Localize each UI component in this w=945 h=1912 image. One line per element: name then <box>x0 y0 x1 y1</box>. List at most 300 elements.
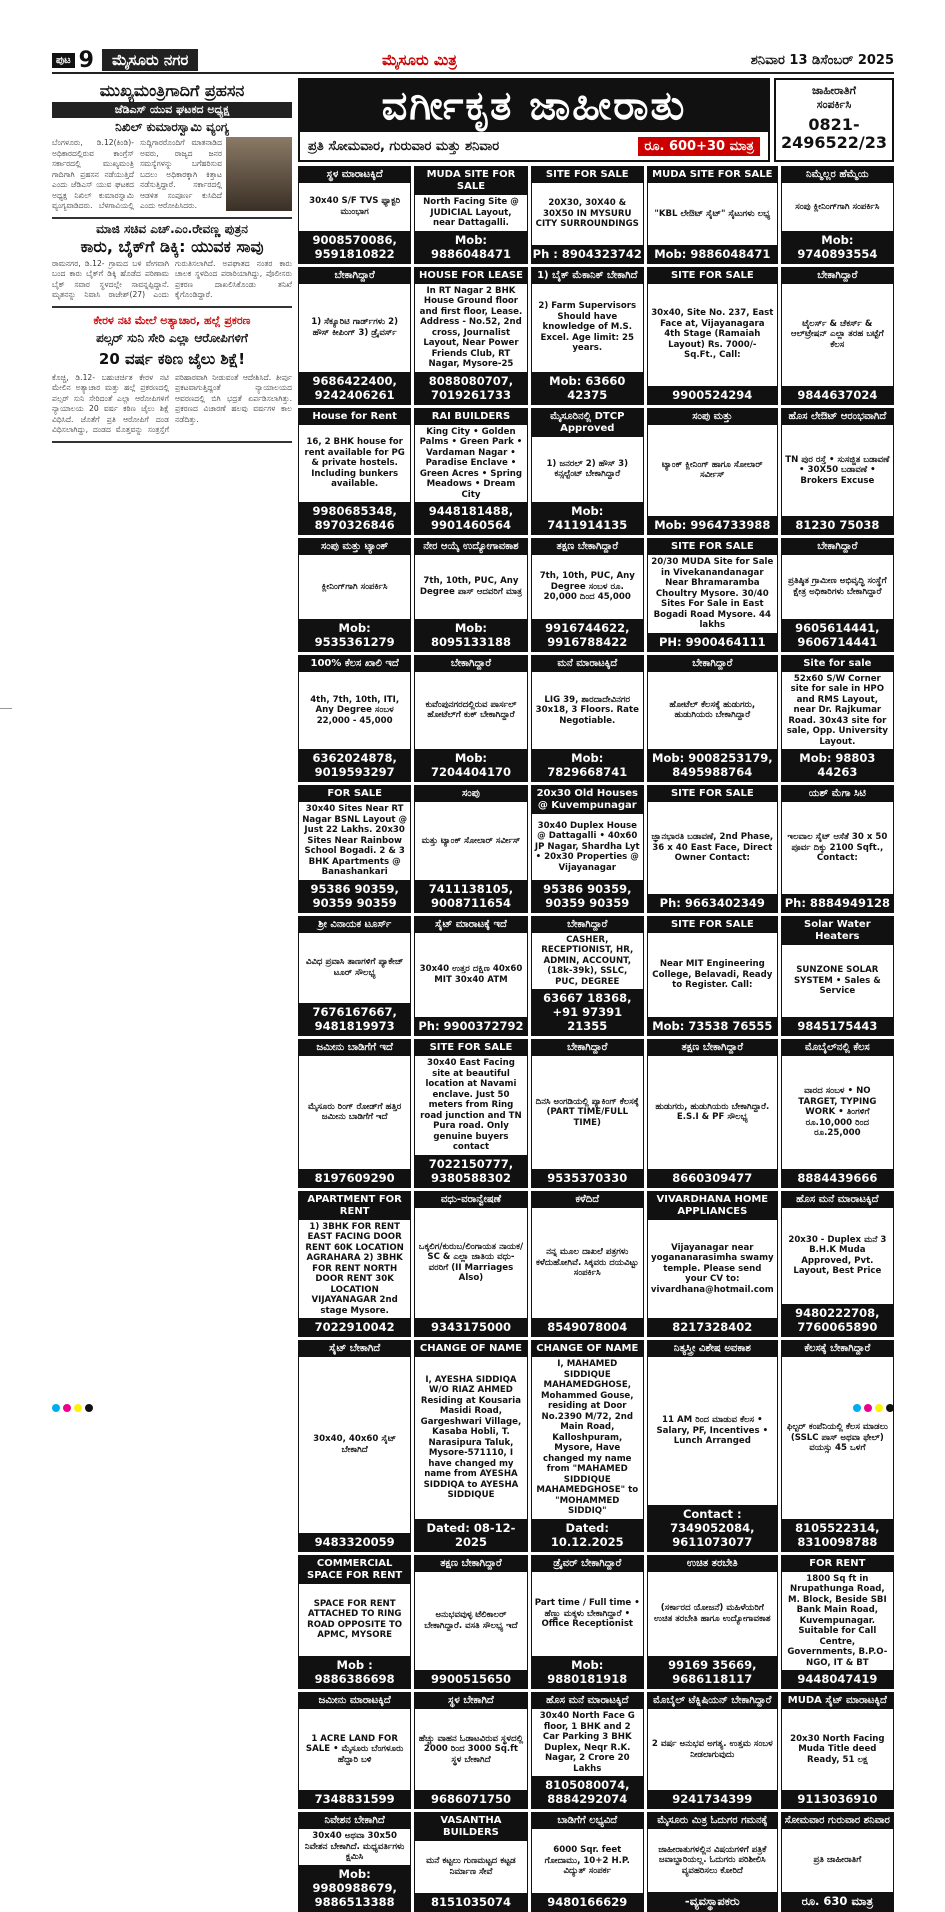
ad-heading: ನಿವೇಶನ ಬೇಕಾಗಿದೆ <box>299 1813 410 1829</box>
classified-ad <box>414 785 527 913</box>
ad-heading: ಸ್ಥಳ ಮಾರಾಟಕ್ಕಿದೆ <box>299 167 410 183</box>
classified-ad <box>781 1692 894 1809</box>
ad-phone: Mob: 9964733988 <box>648 516 777 534</box>
ad-phone: 95386 90359, 90359 90359 <box>299 880 410 912</box>
ad-body: 7th, 10th, PUC, Any Degree ಪಾಸ್ ಆದವರಿಗೆ ಮಾತ್ರ <box>419 576 523 597</box>
ad-body: ಮತ್ತು ಟ್ಯಾಂಕ್ ಸೋಲಾರ್ ಸರ್ವೀಸ್ <box>421 835 521 846</box>
ad-heading: ಹೊಸ ಮನೆ ಮಾರಾಟಕ್ಕಿದೆ <box>782 1192 893 1208</box>
ad-body: ಕುವೆಂಪುನಗರದಲ್ಲಿರುವ ಪಾರ್ಸಲ್ ಹೋಟೆಲ್‌ಗೆ ಕುಕ್ ಬೇಕಾಗಿದ್ದಾರೆ <box>425 699 517 721</box>
ad-phone: Mob: 7411914135 <box>532 502 643 534</box>
ad-body: Vijayanagar near yogananarasimha swamy temple. Please send your CV to: vivardhana@hotmail.com <box>650 1242 774 1295</box>
ad-body: 2) Farm Supervisors Should have knowledge of M.S. Excel. Age limit: 25 years. <box>538 301 637 354</box>
classified-ad <box>531 1692 644 1809</box>
classified-ad <box>298 1692 411 1809</box>
classified-ad <box>414 655 527 783</box>
story-headline: ಮುಖ್ಯಮಂತ್ರಿಗಾದಿಗೆ ಪ್ರಹಸನ <box>99 81 245 100</box>
classified-ad <box>298 1812 411 1912</box>
ad-phone: 7411138105, 9008711654 <box>415 880 526 912</box>
ad-phone: Mob: 7204404170 <box>415 749 526 781</box>
ad-phone: 9483320059 <box>299 1533 410 1551</box>
story-body: ಕೊಚ್ಚಿ, ಡಿ.12- ಬಹುಚರ್ಚಿತ ಕೇರಳ ನಟಿ ಮೇಲಿನ ಅತ್ಯಾಚಾರ ಮತ್ತು ಹಲ್ಲೆ ಪ್ರಕರಣದಲ್ಲಿ ಪಲ್ಸರ್ ಸುನಿ ಸೇರಿದಂತೆ ಎಲ್ಲಾ ಆರೋಪಿಗಳಿಗೆ ನ್ಯಾಯಾಲಯ 20 ವರ್ಷ ಕಠಿಣ ಜೈಲು ಶಿಕ್ಷೆ ವಿಧಿಸಿದೆ. ಜೊತೆಗೆ ಪ್ರತಿ ಆರೋಪಿಗೆ ದಂಡ ವಿಧಿಸಲಾಗಿದ್ದು, ದಂಡದ ಮೊತ್ತವನ್ನು ಸಂತ್ರಸ್ತೆಗೆ ಪರಿಹಾರವಾಗಿ ನೀಡುವಂತೆ ಆದೇಶಿಸಿದೆ. ತೀರ್ಪು ಪ್ರಕಟವಾಗುತ್ತಿದ್ದಂತೆ ನ್ಯಾಯಾಲಯದ ಆವರಣದಲ್ಲಿ ಬಿಗಿ ಭದ್ರತೆ ಏರ್ಪಡಿಸಲಾಗಿತ್ತು. ಪ್ರಕರಣದ ವಿಚಾರಣೆ ಹಲವು ವರ್ಷಗಳ ಕಾಲ ನಡೆದಿತ್ತು. <box>52 372 292 434</box>
contact-line-2: ಸಂಪರ್ಕಿಸಿ <box>816 98 852 111</box>
ad-phone: Mob: 9740893554 <box>782 231 893 263</box>
ad-phone: Mob: 98803 44263 <box>782 749 893 781</box>
ad-phone: 8884439666 <box>782 1169 893 1187</box>
classified-ad <box>298 916 411 1037</box>
classified-ad <box>531 408 644 536</box>
ad-heading: SITE FOR SALE <box>532 167 643 183</box>
ad-phone: 8088080707, 7019261733 <box>415 372 526 404</box>
ad-phone: Mob: 9535361279 <box>299 619 410 651</box>
ad-contact-box <box>774 78 894 162</box>
story-body: ಬೆಂಗಳೂರು, ಡಿ.12(ಕಿಂಡಿ)- ಅಧಿಕಾರದಲ್ಲಿರುವ ಕಾಂಗ್ರೆಸ್ ಸರ್ಕಾರದಲ್ಲಿ ಮುಖ್ಯಮಂತ್ರಿ ಗಾದಿಗಾಗಿ ಪ್ರಹಸನ ನಡೆಯುತ್ತಿದೆ ಎಂದು ಜೆಡಿಎಸ್ ಯುವ ಘಟಕದ ಅಧ್ಯಕ್ಷ ನಿಖಿಲ್ ಕುಮಾರಸ್ವಾಮಿ ವ್ಯಂಗ್ಯವಾಡಿದರು. ಬೆಳಗಾವಿಯಲ್ಲಿ ಸುದ್ದಿಗಾರರೊಂದಿಗೆ ಮಾತನಾಡಿದ ಅವರು, ರಾಜ್ಯದ ಜನರ ಸಮಸ್ಯೆಗಳನ್ನು ಬಗೆಹರಿಸುವ ಬದಲು ಅಧಿಕಾರಕ್ಕಾಗಿ ಕಿತ್ತಾಟ ನಡೆಸುತ್ತಿದ್ದಾರೆ. ಸರ್ಕಾರದಲ್ಲಿ ಆಡಳಿತ ಸಂಪೂರ್ಣ ಕುಸಿದಿದೆ ಎಂದು ಆರೋಪಿಸಿದರು. <box>52 138 222 210</box>
ad-body: SUNZONE SOLAR SYSTEM • Sales & Service <box>793 965 881 996</box>
ad-heading: ಬೇಕಾಗಿದ್ದಾರೆ <box>299 268 410 284</box>
ad-phone: 8105522314, 8310098788 <box>782 1519 893 1551</box>
story-subhead: ಕಾರು, ಬೈಕ್‌ಗೆ ಡಿಕ್ಕಿ: ಯುವಕ ಸಾವು <box>80 236 264 256</box>
ad-body: 30x40 North Face G floor, 1 BHK and 2 Car Parking 3 BHK Duplex, Neqr R.K. Nagar, 2 Crore 20 Lakhs <box>539 1711 635 1774</box>
ad-phone: 8549078004 <box>532 1318 643 1336</box>
classified-ad <box>531 1555 644 1690</box>
classified-ad <box>531 916 644 1037</box>
ad-body: ನನ್ನ ಮೂಲ ದಾಖಲೆ ಪತ್ರಗಳು ಕಳೆದುಹೋಗಿವೆ. ಸಿಕ್ಕವರು ದಯವಿಟ್ಟು ಸಂಪರ್ಕಿಸಿ <box>535 1247 639 1278</box>
classified-ad <box>531 1039 644 1188</box>
ad-body: 30x40 ಉತ್ತರ ದಕ್ಷಿಣ 40x60 MIT 30x40 ATM <box>419 964 523 985</box>
story-verdict <box>52 308 292 443</box>
classified-ad <box>647 916 778 1037</box>
crop-mark <box>0 708 12 709</box>
classified-ad <box>298 408 411 536</box>
ad-body: 52x60 S/W Corner site for sale in HPO and RMS Layout, near Dr. Rajkumar Road. 30x43 site for sale, Opp. University Layout. <box>786 673 888 747</box>
ad-body: (ಸರ್ಕಾರದ ಯೋಜನೆ) ಮಹಿಳೆಯರಿಗೆ ಉಚಿತ ತರಬೇತಿ ಹಾಗೂ ಉದ್ಯೋಗಾವಕಾಶ <box>654 1603 771 1624</box>
ad-phone: 9916744622, 9916788422 <box>532 619 643 651</box>
ad-heading: MUDA SITE FOR SALE <box>648 167 777 183</box>
ad-phone: Mob: 9886048471 <box>648 245 777 263</box>
story-subhead: ನಿಖಿಲ್ ಕುಮಾರಸ್ವಾಮಿ ವ್ಯಂಗ್ಯ <box>115 120 229 134</box>
ad-body: ಹುಡುಗರು, ಹುಡುಗಿಯರು ಬೇಕಾಗಿದ್ದಾರೆ. E.S.I & PF ಸೌಲಭ್ಯ <box>655 1101 770 1123</box>
black-dot <box>886 1404 894 1412</box>
ad-phone: Mob: 9008253179, 8495988764 <box>648 749 777 781</box>
ad-body: Near MIT Engineering College, Belavadi, Ready to Register. Call: <box>652 959 773 990</box>
ad-body: 30x40 ಅಥವಾ 30x50 ನಿವೇಶನ ಬೇಕಾಗಿದೆ. ಮಧ್ಯವರ್ತಿಗಳು ಕ್ಷಮಿಸಿ <box>304 1831 405 1862</box>
ad-body: ಪ್ರತಿಷ್ಠಿತ ಗ್ರಾಮೀಣ ಅಭಿವೃದ್ಧಿ ಸಂಸ್ಥೆಗೆ ಕ್ಷೇತ್ರ ಅಧಿಕಾರಿಗಳು ಬೇಕಾಗಿದ್ದಾರೆ <box>788 576 887 597</box>
classified-ad <box>781 655 894 783</box>
classified-ad <box>647 1191 778 1338</box>
classified-ad <box>781 1191 894 1338</box>
ad-phone: 7676167667, 9481819973 <box>299 1003 410 1035</box>
classified-ad <box>647 166 778 264</box>
yellow-dot <box>74 1404 82 1412</box>
story-headline: ಮಾಜಿ ಸಚಿವ ಎಚ್.ಎಂ.ರೇವಣ್ಣ ಪುತ್ರನ <box>96 221 248 236</box>
ad-body: North Facing Site @ JUDICIAL Layout, near Dattagalli. <box>423 197 519 228</box>
classified-ad <box>531 1340 644 1552</box>
ad-body: ಟ್ಯಾಂಕ್ ಕ್ಲೀನಿಂಗ್ ಹಾಗೂ ಸೋಲಾರ್ ಸರ್ವೀಸ್ <box>661 459 763 481</box>
ad-heading: ಬೇಕಾಗಿದ್ದಾರೆ <box>415 656 526 672</box>
story-accident <box>52 219 292 308</box>
classified-ad <box>647 1555 778 1690</box>
magenta-dot <box>864 1404 872 1412</box>
yellow-dot <box>875 1404 883 1412</box>
ad-heading: 100% ಕೆಲಸ ಖಾಲಿ ಇದೆ <box>299 656 410 672</box>
ad-heading: ಬೇಕಾಗಿದ್ದಾರೆ <box>648 656 777 672</box>
classified-ad <box>647 1692 778 1809</box>
ad-heading: HOUSE FOR LEASE <box>415 268 526 284</box>
cyan-dot <box>52 1404 60 1412</box>
ad-body: ವಿವಿಧ ಪ್ರವಾಸಿ ತಾಣಗಳಿಗೆ ಪ್ಯಾಕೇಜ್ ಟೂರ್ ಸೌಲಭ್ಯ <box>305 957 404 978</box>
registration-marks <box>52 1402 894 1414</box>
classified-ad <box>647 538 778 652</box>
ad-heading: APARTMENT FOR RENT <box>299 1192 410 1220</box>
ad-heading: ಬೇಕಾಗಿದ್ದಾರೆ <box>532 917 643 933</box>
ad-body: ಜ್ಞಾನಭಾರತಿ ಬಡಾವಣೆ, 2nd Phase, 36 x 40 East Face, Direct Owner Contact: <box>651 832 774 863</box>
ad-body: I, MAHAMED SIDDIQUE MAHAMEDGHOSE, Mohammed Gouse, residing at Door No.2390 M/72, 2nd Main Road, Kalloshpuram, Mysore, Have changed my name from "MAHAMED SIDDIQUE MAHAMEDGHOSE" to "MOHAMMED SIDDIQ" <box>536 1359 639 1516</box>
story-headline: ಪಲ್ಸರ್ ಸುನಿ ಸೇರಿ ಎಲ್ಲಾ ಆರೋಪಿಗಳಿಗೆ <box>96 330 248 345</box>
classified-ad <box>298 785 411 913</box>
ad-heading: ಮೈಸೂರು ಮಿತ್ರ ಓದುಗರ ಗಮನಕ್ಕೆ <box>648 1813 777 1829</box>
ad-heading: ಮೊಬೈಲ್ ಟೆಕ್ನಿಷಿಯನ್ ಬೇಕಾಗಿದ್ದಾರೆ <box>648 1693 777 1709</box>
ad-phone: -ವ್ಯವಸ್ಥಾಪಕರು <box>648 1892 777 1911</box>
ad-phone: Dated: 08-12-2025 <box>415 1519 526 1551</box>
ad-heading: VASANTHA BUILDERS <box>415 1813 526 1841</box>
classified-ad <box>781 1555 894 1690</box>
ad-heading: ಕಳೆದಿದೆ <box>532 1192 643 1208</box>
ad-body: 20x30 - Duplex ಮನೆ 3 B.H.K Muda Approved, Pvt. Layout, Best Price <box>788 1234 887 1277</box>
classified-ad <box>414 1812 527 1912</box>
ad-phone: Ph: 9900372792 <box>415 1017 526 1035</box>
classified-ad <box>531 267 644 405</box>
ad-heading: ಮೈಸೂರಿನಲ್ಲಿ DTCP Approved <box>532 409 643 437</box>
ad-phone: 9900524294 <box>648 386 777 404</box>
color-dots-left <box>52 1404 93 1412</box>
ad-heading: CHANGE OF NAME <box>415 1341 526 1357</box>
ad-heading: VIVARDHANA HOME APPLIANCES <box>648 1192 777 1220</box>
story-quote: 20 ವರ್ಷ ಕಠಿಣ ಜೈಲು ಶಿಕ್ಷೆ! <box>98 349 246 368</box>
paper-name: ಮೈಸೂರು ಮಿತ್ರ <box>382 51 457 69</box>
ad-phone: 6362024878, 9019593297 <box>299 749 410 781</box>
ad-heading: ಸ್ಥಳ ಬೇಕಾಗಿದೆ <box>415 1693 526 1709</box>
ad-phone: 9448047419 <box>782 1670 893 1688</box>
ad-heading: SITE FOR SALE <box>648 539 777 555</box>
ad-phone: 8660309477 <box>648 1169 777 1187</box>
ad-heading: ಸಂಪು <box>415 786 526 802</box>
page-label: ಪುಟ <box>52 53 75 68</box>
news-column <box>52 78 292 1408</box>
ad-heading: ಬೇಕಾಗಿದ್ದಾರೆ <box>532 1040 643 1056</box>
ad-body: 20X30, 30X40 & 30X50 IN MYSURU CITY SURROUNDINGS <box>535 198 639 229</box>
ad-body: 4th, 7th, 10th, ITI, Any Degree ಸಂಬಳ 22,000 - 45,000 <box>310 694 400 726</box>
black-dot <box>85 1404 93 1412</box>
classified-ad <box>647 1039 778 1188</box>
ad-heading: ಬಾಡಿಗೆಗೆ ಲಭ್ಯವಿದೆ <box>532 1813 643 1829</box>
ad-phone: 7022910042 <box>299 1318 410 1336</box>
ad-phone: 9605614441, 9606714441 <box>782 619 893 651</box>
classified-ad <box>531 655 644 783</box>
classified-ad <box>781 785 894 913</box>
classified-ad <box>414 1039 527 1188</box>
ad-heading: CHANGE OF NAME <box>532 1341 643 1357</box>
ad-body: ಹೆಚ್ಚು ವಾಹನ ಓಡಾಟವಿರುವ ಸ್ಥಳದಲ್ಲಿ 2000 ರಿಂದ 3000 Sq.ft ಸ್ಥಳ ಬೇಕಾಗಿದೆ <box>418 1733 524 1765</box>
classified-ad <box>531 1812 644 1912</box>
ad-body: 1 ACRE LAND FOR SALE • ಮೈಸೂರು ಬೆಂಗಳೂರು ಹೆದ್ದಾರಿ ಬಳಿ <box>305 1733 404 1765</box>
classified-ad <box>298 655 411 783</box>
ad-heading: 1) ಬೈಕ್ ಮೆಕಾನಿಕ್ ಬೇಕಾಗಿದೆ <box>532 268 643 284</box>
ad-body: SPACE FOR RENT ATTACHED TO RING ROAD OPPOSITE TO APMC, MYSORE <box>307 1598 403 1641</box>
ad-phone: Mob: 9886048471 <box>415 231 526 263</box>
classified-ad <box>414 1555 527 1690</box>
classified-ad <box>298 1555 411 1690</box>
ad-heading: RAI BUILDERS <box>415 409 526 425</box>
ad-body: ದಿನಸಿ ಅಂಗಡಿಯಲ್ಲಿ ಪ್ಯಾಕಿಂಗ್ ಕೆಲಸಕ್ಕೆ (PART TIME/FULL TIME) <box>535 1096 639 1128</box>
ad-phone: 9686422400, 9242406261 <box>299 372 410 404</box>
classified-ad <box>298 1340 411 1552</box>
ad-phone: 63667 18368, +91 97391 21355 <box>532 989 643 1035</box>
ad-body: I, AYESHA SIDDIQA W/O RIAZ AHMED Residing at Kousaria Masidi Road, Gargeshwari Village, Kasaba Hobli, T. Narasipura Taluk, Mysore-571110, I have changed my name from AYESHA SIDDIQA to AYESHA SIDDIQUE <box>420 1374 522 1501</box>
story-kicker: ಕೇರಳ ನಟಿ ಮೇಲೆ ಅತ್ಯಾಚಾರ, ಹಲ್ಲೆ ಪ್ರಕರಣ <box>93 313 251 327</box>
ad-phone: 9113036910 <box>782 1790 893 1808</box>
ad-phone: 9686071750 <box>415 1790 526 1808</box>
ad-phone: 9845175443 <box>782 1017 893 1035</box>
ad-heading: Solar Water Heaters <box>782 917 893 945</box>
story-body: ರಾಮನಗರ, ಡಿ.12- ಗ್ರಾಮದ ಬಳಿ ವೇಗವಾಗಿ ಬಂದ ಕಾರು ಬೈಕ್‌ಗೆ ಡಿಕ್ಕಿ ಹೊಡೆದ ಪರಿಣಾಮ ಬೈಕ್ ಸವಾರ ಸ್ಥಳದಲ್ಲೇ ಸಾವನ್ನಪ್ಪಿದ್ದಾನೆ. ಮೃತನನ್ನು ನಿವಾಸಿ ರಾಜೇಶ್(27) ಎಂದು ಗುರುತಿಸಲಾಗಿದೆ. ಅಪಘಾತದ ನಂತರ ಕಾರು ಚಾಲಕ ಸ್ಥಳದಿಂದ ಪರಾರಿಯಾಗಿದ್ದು, ಪೊಲೀಸರು ಪ್ರಕರಣ ದಾಖಲಿಸಿಕೊಂಡು ತನಿಖೆ ಕೈಗೊಂಡಿದ್ದಾರೆ. <box>52 258 292 299</box>
ad-body: TN ಪುರ ರಸ್ತೆ • ಸುಸಜ್ಜಿತ ಬಡಾವಣೆ • 30X50 ಬಡಾವಣೆ • Brokers Excuse <box>785 454 890 486</box>
ad-body: 30x40, Site No. 237, East Face at, Vijayanagara 4th Stage (Ramaiah Layout) Rs. 7000/- Sq.Ft., Call: <box>651 308 774 361</box>
ad-phone: 95386 90359, 90359 90359 <box>532 880 643 912</box>
ad-phone: 7348831599 <box>299 1790 410 1808</box>
ad-phone: 8105080074, 8884292074 <box>532 1776 643 1808</box>
classified-ad <box>298 1039 411 1188</box>
ad-heading: MUDA SITE FOR SALE <box>415 167 526 195</box>
classified-price: ರೂ. 600+30 ಮಾತ್ರ <box>638 137 760 156</box>
ad-heading: Site for sale <box>782 656 893 672</box>
ad-phone: 99169 35669, 9686118117 <box>648 1656 777 1688</box>
story-cm-seat <box>52 78 292 219</box>
classified-ad <box>298 1191 411 1338</box>
ad-heading: FOR SALE <box>299 786 410 802</box>
ad-body: CASHER, RECEPTIONIST, HR, ADMIN, ACCOUNT, (18k-39k), SSLC, PUC, DEGREE <box>541 934 634 987</box>
classified-ad <box>781 1039 894 1188</box>
ad-phone: Ph: 8884949128 <box>782 894 893 912</box>
ad-phone: 9241734399 <box>648 1790 777 1808</box>
classified-ad <box>414 538 527 652</box>
ad-body: 30x40 S/F TVS ಫ್ಯಾಕ್ಟರಿ ಮುಂಭಾಗ <box>309 196 401 217</box>
ad-body: ಟೈಲರ್ಸ್ & ಚೆಕರ್ಸ್ & ಆಲ್‌ಟ್ರೇಷನ್ ಎಲ್ಲಾ ತರಹ ಬಟ್ಟೆಗೆ ಕೆಲಸ <box>790 318 884 350</box>
ad-phone: PH: 9900464111 <box>648 633 777 651</box>
classified-ad <box>781 267 894 405</box>
ad-heading: SITE FOR SALE <box>648 917 777 933</box>
ad-heading: ಬೇಕಾಗಿದ್ದಾರೆ <box>782 268 893 284</box>
ad-phone: Contact : 7349052084, 9611073077 <box>648 1505 777 1551</box>
ad-phone: 9008570086, 9591810822 <box>299 231 410 263</box>
ad-heading: ಸೈಟ್ ಬೇಕಾಗಿದೆ <box>299 1341 410 1357</box>
ad-phone: 7022150777, 9380588302 <box>415 1155 526 1187</box>
classified-ad <box>414 1191 527 1338</box>
ad-phone: 9343175000 <box>415 1318 526 1336</box>
ad-body: 7th, 10th, PUC, Any Degree ಸಂಬಳ ರೂ. 20,000 ದಿಂದ 45,000 <box>539 571 635 602</box>
classified-ad <box>298 538 411 652</box>
classified-ad <box>298 267 411 405</box>
contact-line-1: ಜಾಹೀರಾತಿಗೆ <box>812 84 856 97</box>
ad-body: ಮೈಸೂರು ರಿಂಗ್ ರೋಡ್‌ಗೆ ಹತ್ತಿರ ಜಮೀನು ಬಾಡಿಗೆಗೆ ಇದೆ <box>307 1101 402 1123</box>
ad-heading: ತಕ್ಷಣ ಬೇಕಾಗಿದ್ದಾರೆ <box>532 539 643 555</box>
ad-phone: Ph: 9663402349 <box>648 894 777 912</box>
color-dots-right <box>853 1404 894 1412</box>
ad-heading: ಡ್ರೈವರ್ ಬೇಕಾಗಿದ್ದಾರೆ <box>532 1556 643 1572</box>
ad-heading: 20x30 Old Houses @ Kuvempunagar <box>532 786 643 814</box>
classified-ad <box>647 1340 778 1552</box>
story-kicker: ಜೆಡಿಎಸ್ ಯುವ ಘಟಕದ ಅಧ್ಯಕ್ಷ <box>52 102 292 118</box>
contact-phone: 0821-2496522/23 <box>780 115 888 152</box>
classified-ad <box>647 785 778 913</box>
date-line: ಶನಿವಾರ 13 ಡಿಸೆಂಬರ್ 2025 <box>750 52 894 68</box>
ad-body: ಮನೆ ಕಟ್ಟಲು ಗುಣಮಟ್ಟದ ಕಟ್ಟಡ ನಿರ್ಮಾಣ ಸೇವೆ <box>426 1856 516 1877</box>
ad-heading: SITE FOR SALE <box>648 268 777 284</box>
classified-ad <box>414 1340 527 1552</box>
classified-schedule: ಪ್ರತಿ ಸೋಮವಾರ, ಗುರುವಾರ ಮತ್ತು ಶನಿವಾರ <box>308 138 500 154</box>
ad-heading: ತಕ್ಷಣ ಬೇಕಾಗಿದ್ದಾರೆ <box>415 1556 526 1572</box>
ad-phone: Ph : 8904323742 <box>532 246 642 261</box>
ad-phone: Dated: 10.12.2025 <box>532 1519 643 1551</box>
classified-ad <box>414 1692 527 1809</box>
classified-banner <box>298 78 770 162</box>
classified-ad <box>781 916 894 1037</box>
ad-phone: Mob : 9886386698 <box>299 1656 410 1688</box>
ad-heading: ಸೋಮವಾರ ಗುರುವಾರ ಶನಿವಾರ <box>782 1813 893 1829</box>
ad-phone: 9844637024 <box>782 386 893 404</box>
ad-body: 6000 Sqr. feet ಗೋದಾಮು, 10+2 H.P. ವಿದ್ಯುತ್ ಸಂಪರ್ಕ <box>544 1845 630 1876</box>
ad-phone: Mob: 73538 76555 <box>648 1017 777 1035</box>
classified-ad <box>531 538 644 652</box>
ad-body: 1800 Sq ft in Nrupathunga Road, M. Block, Beside SBI Bank Main Road, Kuvempunagar. Suitable for Call Centre, Governments, B.P.O- NGO, IT & BT <box>787 1573 888 1668</box>
ad-heading: ತಕ್ಷಣ ಬೇಕಾಗಿದ್ದಾರೆ <box>648 1040 777 1056</box>
section-name: ಮೈಸೂರು ನಗರ <box>102 49 198 71</box>
ad-body: ವಾರದ ಸಂಬಳ • NO TARGET, TYPING WORK • ತಿಂಗಳಿಗೆ ರೂ.10,000 ರಿಂದ ರೂ.25,000 <box>798 1086 877 1138</box>
ad-body: Part time / Full time • ಹೆಣ್ಣು ಮಕ್ಕಳು ಬೇಕಾಗಿದ್ದಾರೆ • Office Receptionist <box>534 1598 640 1629</box>
classified-ad <box>781 1812 894 1912</box>
ad-body: LIG 39, ಶಾರದಾದೇವಿನಗರ 30x18, 3 Floors. Rate Negotiable. <box>535 694 639 726</box>
classified-title: ವರ್ಗೀಕೃತ ಜಾಹೀರಾತು <box>381 83 687 129</box>
ad-body: ಕ್ಲೀನಿಂಗ್‌ಗಾಗಿ ಸಂಪರ್ಕಿಸಿ <box>321 581 388 592</box>
classified-ad <box>781 1340 894 1552</box>
page-number: 9 <box>78 47 94 73</box>
classified-ad <box>414 916 527 1037</box>
ad-phone: Mob: 8095133188 <box>415 619 526 651</box>
classified-ad <box>781 408 894 536</box>
ad-heading: ಯಶ್ ಮೆಗಾ ಸಿಟಿ <box>782 786 893 802</box>
ad-heading: MUDA ಸೈಟ್ ಮಾರಾಟಕ್ಕಿದೆ <box>782 1693 893 1709</box>
classified-schedule-bar <box>300 132 768 160</box>
ad-phone: Mob: 9880181918 <box>532 1656 643 1688</box>
ad-body: 1) ಸೆಕ್ಯೂರಿಟಿ ಗಾರ್ಡ್‌ಗಳು 2) ಹೌಸ್ ಕೀಪಿಂಗ್ 3) ಡ್ರೈವರ್ಸ್ <box>311 317 399 338</box>
classified-ad <box>414 408 527 536</box>
ad-phone: ರೂ. 630 ಮಾತ್ರ <box>782 1892 893 1911</box>
ad-body: 30x40 Sites Near RT Nagar BSNL Layout @ Just 22 Lakhs. 20x30 Sites Near Rainbow School Bogadi. 2 & 3 BHK Apartments @ Banashankari <box>302 804 408 877</box>
ad-heading: ಶ್ರೀ ವಿನಾಯಕ ಟೂರ್ಸ್ <box>299 917 410 933</box>
ad-heading: ಜಮೀನು ಬಾಡಿಗೆಗೆ ಇದೆ <box>299 1040 410 1056</box>
ad-heading: ಮೊಬೈಲ್‌ನಲ್ಲಿ ಕೆಲಸ <box>782 1040 893 1056</box>
ad-body: 30x40 Duplex House @ Dattagalli • 40x60 JP Nagar, Shardha Lyt • 20x30 Properties @ Vijayanagar <box>534 820 640 873</box>
ad-phone: 9980685348, 8970326846 <box>299 502 410 534</box>
ad-heading: ವಧು-ವರಾನ್ವೇಷಣೆ <box>415 1192 526 1208</box>
ad-phone: 8197609290 <box>299 1169 410 1187</box>
ad-phone: 81230 75038 <box>782 516 893 534</box>
classified-ad <box>414 267 527 405</box>
ad-heading: SITE FOR SALE <box>415 1040 526 1056</box>
ad-heading: ನಿಮ್ಮೆಲ್ಲರ ಹೆಮ್ಮೆಯ <box>782 167 893 183</box>
ad-heading: ಕೆಲಸಕ್ಕೆ ಬೇಕಾಗಿದ್ದಾರೆ <box>782 1341 893 1357</box>
ad-body: "KBL ಲೇಔಟ್ ಸೈಟ್" ಸೈಟುಗಳು ಲಭ್ಯ <box>654 208 771 219</box>
classified-ad <box>647 408 778 536</box>
ad-phone: 9448181488, 9901460564 <box>415 502 526 534</box>
classified-ad <box>414 166 527 264</box>
cyan-dot <box>853 1404 861 1412</box>
ad-heading: ನಿತ್ಯಸ್ತ್ರೀ ವಿಶೇಷ ಅವಕಾಶ <box>648 1341 777 1357</box>
ad-phone: 9480222708, 7760065890 <box>782 1304 893 1336</box>
ad-phone: 9900515650 <box>415 1670 526 1688</box>
ad-body: 30x40, 40x60 ಸೈಟ್ ಬೇಕಾಗಿದೆ <box>313 1434 397 1455</box>
ad-body: ಹೋಟೆಲ್ ಕೆಲಸಕ್ಕೆ ಹುಡುಗರು, ಹುಡುಗಿಯರು ಬೇಕಾಗಿದ್ದಾರೆ <box>669 699 756 721</box>
ad-body: 1) 3BHK FOR RENT EAST FACING DOOR RENT 60K LOCATION AGRAHARA 2) 3BHK FOR RENT NORTH DOOR RENT 30K LOCATION VIJAYANAGAR 2nd stage Mysore. <box>305 1221 404 1316</box>
ad-phone: 9480166629 <box>532 1893 643 1911</box>
magenta-dot <box>63 1404 71 1412</box>
ad-body: 20x30 North Facing Muda Title deed Ready, 51 ಲಕ್ಷ <box>790 1733 885 1765</box>
ad-heading: FOR RENT <box>782 1556 893 1572</box>
ad-phone: Mob: 9980988679, 9886513388 <box>299 1865 410 1911</box>
ad-heading: ಹೊಸ ಮನೆ ಮಾರಾಟಕ್ಕಿದೆ <box>532 1693 643 1709</box>
ad-body: ಅನುಭವವುಳ್ಳ ಟೆಲಿಕಾಲರ್ ಬೇಕಾಗಿದ್ದಾರೆ. ವಸತಿ ಸೌಲಭ್ಯ ಇದೆ <box>424 1610 518 1631</box>
masthead <box>52 48 894 74</box>
ad-heading: ಸೈಟ್ ಮಾರಾಟಕ್ಕೆ ಇದೆ <box>415 917 526 933</box>
ad-body: 11 AM ರಿಂದ ಮಾಡುವ ಕೆಲಸ • Salary, PF, Incentives • Lunch Arranged <box>656 1415 769 1446</box>
portrait-photo <box>226 137 292 211</box>
classified-ad <box>531 166 644 264</box>
ad-phone: 9535370330 <box>532 1169 643 1187</box>
classified-ad <box>647 655 778 783</box>
ad-body: 2 ವರ್ಷ ಅನುಭವ ಅಗತ್ಯ. ಉತ್ತಮ ಸಂಬಳ ನೀಡಲಾಗುವುದು <box>651 1739 773 1760</box>
ad-heading: ಸಂಪು ಮತ್ತು ಟ್ಯಾಂಕ್ <box>299 539 410 555</box>
ad-body: 16, 2 BHK house for rent available for PG & private hostels. Including bunkers available. <box>304 437 405 489</box>
ad-heading: ಬೇಕಾಗಿದ್ದಾರೆ <box>782 539 893 555</box>
classified-ad <box>781 166 894 264</box>
classified-ad <box>781 538 894 652</box>
ad-body: ಜಾಹೀರಾತುಗಳಲ್ಲಿನ ವಿಷಯಗಳಿಗೆ ಪತ್ರಿಕೆ ಜವಾಬ್ದಾರಿಯಲ್ಲ. ಓದುಗರು ಪರಿಶೀಲಿಸಿ ವ್ಯವಹರಿಸಲು ಕೋರಿದೆ <box>658 1844 767 1876</box>
ad-body: ಫಿಲ್ಟರ್ ಕಂಪೆನಿಯಲ್ಲಿ ಕೆಲಸ ಮಾಡಲು (SSLC ಪಾಸ್ ಅಥವಾ ಫೇಲ್) ವಯಸ್ಸು 45 ಒಳಗೆ <box>786 1422 888 1453</box>
ad-heading: ನೇರ ಆಯ್ಕೆ ಉದ್ಯೋಗಾವಕಾಶ <box>415 539 526 555</box>
ad-body: ಒಕ್ಕಲಿಗ/ಕುರುಬ/ಲಿಂಗಾಯತ ನಾಯಕ/ SC & ಎಲ್ಲಾ ಜಾತಿಯ ವಧು-ವರರಿಗೆ (II Marriages Also) <box>418 1241 524 1284</box>
ad-heading: SITE FOR SALE <box>648 786 777 802</box>
ad-phone: Mob: 7829668741 <box>532 749 643 781</box>
ad-body: King City • Golden Palms • Green Park • Vardaman Nagar • Paradise Enclave • Green Acres • Spring Meadows • Dream City <box>419 426 523 500</box>
ad-heading: ಹೊಸ ಲೇಔಟ್ ಆರಂಭವಾಗಿದೆ <box>782 409 893 425</box>
classified-ad <box>647 1812 778 1912</box>
ad-body: 20/30 MUDA Site for Sale in Vivekanandanagar Near Bhramaramba Choultry Mysore. 30/40 Sites For Sale in East Bogadi Road Mysore. 44 lakhs <box>651 557 774 630</box>
classified-ad <box>298 166 411 264</box>
ad-heading: COMMERCIAL SPACE FOR RENT <box>299 1556 410 1584</box>
ad-body: In RT Nagar 2 BHK House Ground floor and first floor, Lease. Address - No.52, 2nd cross, Journalist Layout, Near Power Friends Club, RT Nagar, Mysore-25 <box>419 285 523 369</box>
ad-phone: 8151035074 <box>415 1893 526 1911</box>
ad-heading: ಉಚಿತ ತರಬೇತಿ <box>648 1556 777 1572</box>
ad-body: 30x40 East Facing site at beautiful location at Navami enclave. Just 50 meters from Ring road junction and TN Pura road. Only genuine buyers contact <box>420 1058 522 1152</box>
classified-grid <box>298 166 894 1909</box>
ad-phone: Mob: 63660 42375 <box>532 372 643 404</box>
ad-body: ಸಂಪು ಕ್ಲೀನಿಂಗ್‌ಗಾಗಿ ಸಂಪರ್ಕಿಸಿ <box>795 201 880 212</box>
ad-body: ಇಲವಾಲ ಸೈಟ್ ಆಸೆತೆ 30 x 50 ಪೂರ್ವ ದಿಕ್ಕು 2100 Sqft., Contact: <box>787 832 888 863</box>
ad-heading: House for Rent <box>299 409 410 425</box>
ad-heading: ಸಂಪು ಮತ್ತು <box>648 409 777 425</box>
ad-body: 1) ಜನರಲ್ 2) ಹೌಸ್ 3) ಕನ್ಸಲ್ಟೆಂಟ್ ಬೇಕಾಗಿದ್ದಾರೆ <box>546 458 629 480</box>
classified-ad <box>531 1191 644 1338</box>
ad-body: ಪ್ರತಿ ಜಾಹೀರಾತಿಗೆ <box>813 1855 862 1865</box>
ad-phone: 8217328402 <box>648 1318 777 1336</box>
